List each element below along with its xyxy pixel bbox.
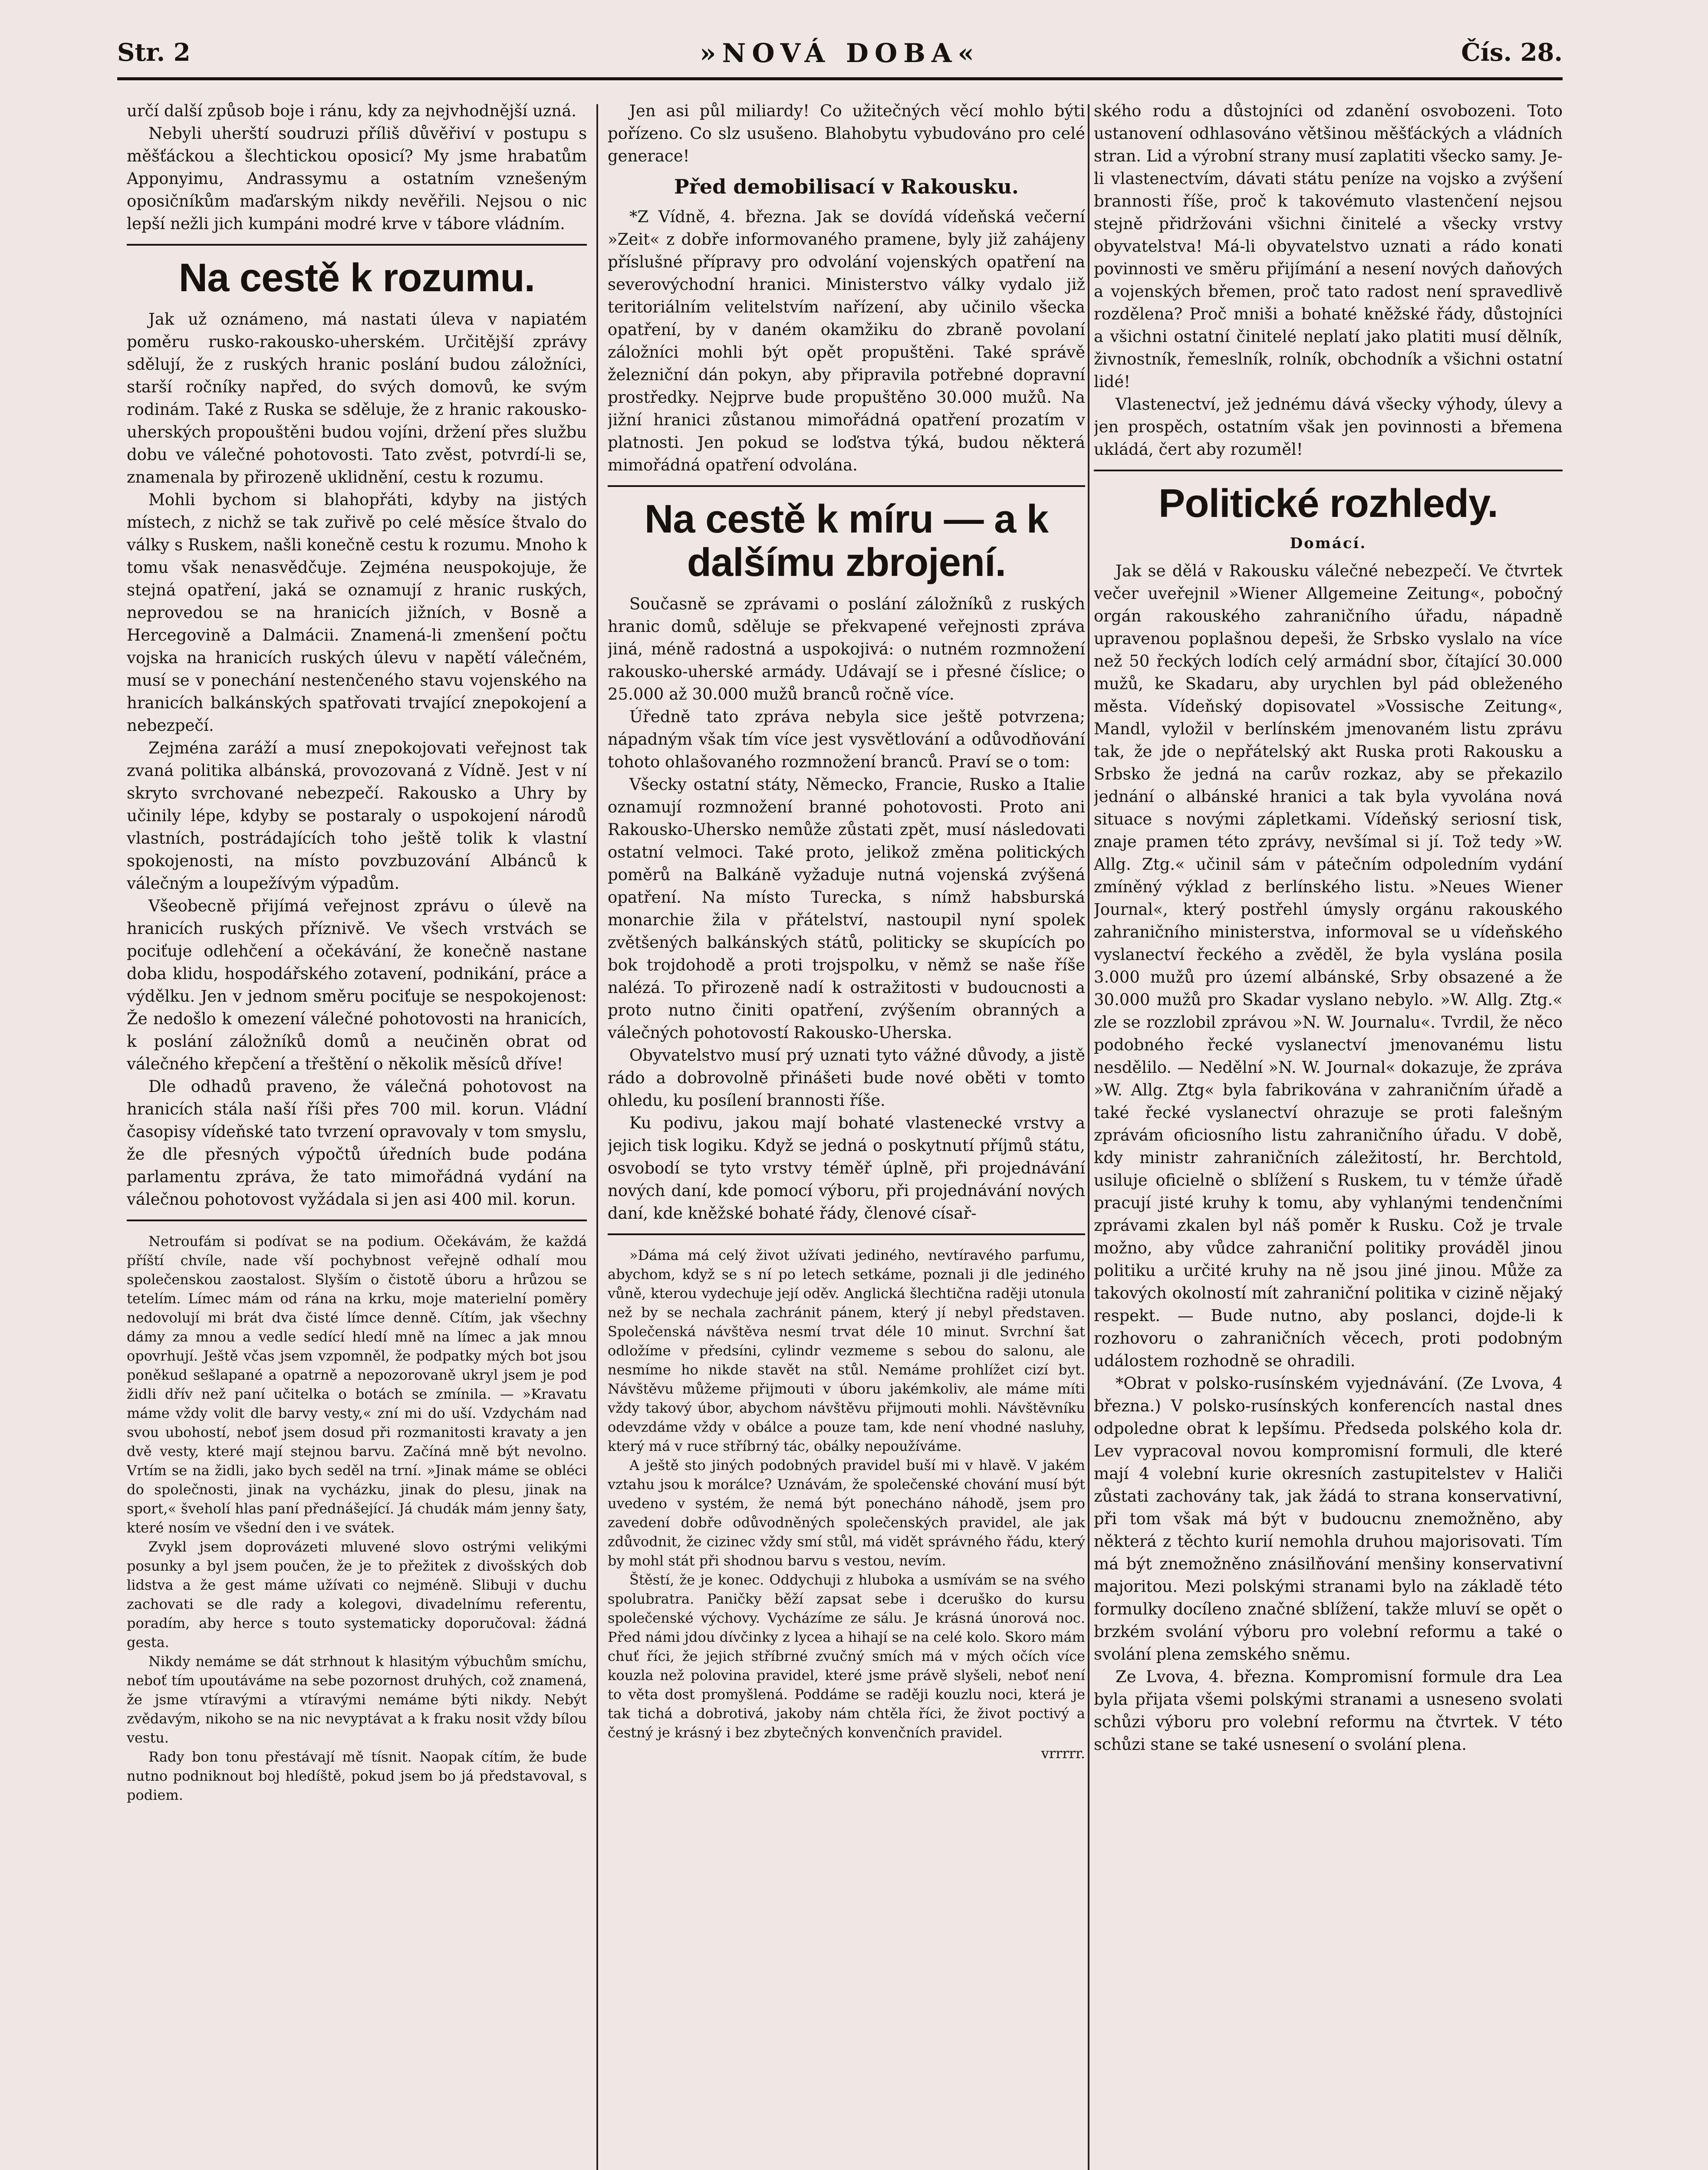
section-divider	[1094, 470, 1563, 471]
header-rule	[117, 77, 1563, 80]
article-paragraph: Úředně tato zpráva nebyla sice ještě potvrzena; nápadným však tím více jest vysvětlování a odůvodňování tohoto ohlašovaného rozmnožení branců. Praví se o tom:	[608, 707, 1085, 771]
section-subheading: Domácí.	[1290, 535, 1367, 552]
article-paragraph: *Z Vídně, 4. března. Jak se dovídá vídeňská večerní »Zeit« z dobře informovaného pramene, byly již zahájeny příslušné přípravy pro odvolání vojenských opatření na severovýchodní hranici. Ministerstvo války vydalo již teritoriálním velitelstvím nařízení, aby učinilo všecka opatření, by v daném okamžiku do zbraně povolaní záložníci mohli být opět propuštěni. Také správě železniční dán pokyn, aby připravila potřebné dopravní prostředky. Nejprve bude propuštěno 30.000 mužů. Na jižní hranici zůstanou mimořádná opatření prozatím v platnosti. Jen pokud se loďstva týká, budou některá mimořádná opatření odvolána.	[608, 207, 1085, 474]
feuilleton-paragraph: Nikdy nemáme se dát strhnout k hlasitým výbuchům smíchu, neboť tím upoutáváme na sebe pozornost druhých, což znamená, že jsme vtíravými a vtíravými nemáme býti nikdy. Nebýt zvědavým, nikoho se na nic nevyptávat a k fraku nosit vždy bílou vestu.	[127, 1653, 587, 1746]
feuilleton-paragraph: Zvykl jsem doprovázeti mluvené slovo ostrými velikými posunky a byl jsem poučen, že je to přežitek z divošských dob lidstva a že gest máme užívati co nejméně. Slibuji v duchu zachovati se dle rady a kolegovi, divadelnímu referentu, poradím, aby herce s touto systematicky doporučoval: žádná gesta.	[127, 1539, 587, 1651]
feuilleton-paragraph: Štěstí, že je konec. Oddychuji z hluboka a usmívám se na svého spolubratra. Paničky běží zapsat sebe i dceruško do kursu společenské výchovy. Vycházíme ze sálu. Je krásná únorová noc. Před námi jdou dívčinky z lycea a hihají se na celé kolo. Skoro mám chuť říci, že jejich stříbrné zvučný smích má v mých očích více kouzla než polovina pravidel, které jsme právě slyšeli, neboť není to věta dost promyšlená. Poddáme se raději kouzlu noci, která je tak tichá a dobrotivá, jakoby nám chtěla říci, že život poctivý a čestný je krásný i bez zbytečných konvenčních pravidel.	[608, 1572, 1085, 1741]
issue-number: Čís. 28.	[1461, 38, 1563, 67]
column-right	[1094, 100, 1563, 2170]
article-headline: Na cestě k míru — a k dalšímu zbrojení.	[644, 497, 1049, 585]
article-paragraph: Zejména zaráží a musí znepokojovati veřejnost tak zvaná politika albánská, provozovaná z Vídně. Jest v ní skryto svrchované nebezpečí. Rakousko a Uhry by učinily lépe, kdyby se postaraly o uspokojení národů vlastních, postrádajících toho ještě tolik k vlastní spokojenosti, na místo povzbuzování Albánců k válečným a loupežívým výpadům.	[127, 739, 587, 893]
feuilleton-paragraph: Netroufám si podívat se na podium. Očekávám, že každá příští chvíle, nade vší pochybnost veřejně odhalí mou společenskou zaostalost. Slyším o čistotě úboru a hrůzou se tetelím. Límec mám od rána na krku, moje materielní poměry nedovolují mi brát dva čisté límce denně. Cítím, jak všechny dámy za mnou a vedle sedící hledí mně na límec a jak mnou opovrhují. Ještě včas jsem vzpomněl, že podpatky mých bot jsou poněkud sešlapané a opatrně a nepozorovaně ukryl jsem je pod židli dřív než paní učitelka o botách se zmínila. — »Kravatu máme vždy volit dle barvy vesty,« zní mi do uší. Vzdychám nad svou ubohostí, neboť jsem dosud při rozmanitosti kravaty a jen dvě vesty, které mají stejnou barvu. Začíná mně být nevolno. Vrtím se na židli, jako bych seděl na trní. »Jinak máme se obléci do společnosti, jinak na vycházku, jinak do plesu, jinak na sport,« šveholí hlas paní přednášející. Já chudák mám jenny šaty, které nosím ve všední den i ve svátek.	[127, 1233, 587, 1536]
article-paragraph: Vlastenectví, jež jednému dává všecky výhody, úlevy a jen prospěch, ostatním však jen povinnosti a břemena ukládá, čert aby rozuměl!	[1094, 395, 1563, 459]
article-paragraph: Mohli bychom si blahopřáti, kdyby na jistých místech, z nichž se tak zuřivě po celé měsíce štvalo do války s Ruskem, našli konečně cestu k rozumu. Mnoho k tomu však nenasvědčuje. Zejména neuspokojuje, že stejná opatření, jaká se oznamují z hranic ruských, neprovedou se na hranicích jižních, v Bosně a Hercegovině a Dalmácii. Znamená-li zmenšení počtu vojska na hranicích ruských úlevu v napětí válečném, musí se v ponechání nestenčeného stavu vojenského na hranicích balkánských spatřovati trvající znepokojení a nebezpečí.	[127, 490, 587, 735]
feuilleton	[608, 1246, 1085, 1763]
feuilleton-paragraph: A ještě sto jiných podobných pravidel buší mi v hlavě. V jakém vztahu jsou k morálce? Uznávám, že společenské chování musí být uvedeno v systém, že nemá být ponecháno náhodě, jsem pro zavedení dobře odůvodněných společenských pravidel, ale jak zdůvodnit, že cizinec vždy smí stůl, má vidět správného řádu, který by mohl stát při shodnou barvu s vestou, nevím.	[608, 1457, 1085, 1569]
article-paragraph: Všeobecně přijímá veřejnost zprávu o úlevě na hranicích ruských příznivě. Ve všech vrstvách se pociťuje odlehčení a očekávání, že konečně nastane doba klidu, hospodářského zotavení, podnikání, práce a výdělku. Jen v jednom směru pociťuje se nespokojenost: Že nedošlo k omezení válečné pohotovosti na hranicích, k poslání záložníků domů a neučiněn obrat od válečného křepčení a třeštění o několik měsíců dříve!	[127, 897, 587, 1073]
article-paragraph: Ku podivu, jakou mají bohaté vlastenecké vrstvy a jejich tisk logiku. Když se jedná o poskytnutí příjmů státu, osvobodí se tyto vrstvy téměř úplně, při projednávání nových daní, kde pomocí výboru, při projednávání nových daní, kde kněžské bohaté řády, členové císař-	[608, 1114, 1085, 1223]
column-divider	[596, 104, 598, 2170]
page-number: Str. 2	[117, 38, 191, 67]
masthead-title: »NOVÁ DOBA«	[700, 38, 980, 69]
section-divider	[608, 485, 1085, 487]
article-headline: Na cestě k rozumu.	[178, 256, 535, 300]
section-divider	[127, 1220, 587, 1221]
article-continuation: určí další způsob boje i ránu, kdy za nejvhodnější uzná.	[127, 102, 577, 120]
feuilleton-paragraph: Rady bon tonu přestávají mě tísnit. Naopak cítím, že bude nutno podniknout boj hledíště, pokud jsem bo já představoval, s podiem.	[127, 1749, 587, 1803]
article-paragraph: Všecky ostatní státy, Německo, Francie, Rusko a Italie oznamují rozmnožení branné pohotovosti. Proto ani Rakousko-Uhersko nemůže zůstati zpět, musí následovati ostatní velmoci. Také proto, jelikož změna politických poměrů na Balkáně vyžaduje nutná vojenská zvýšená opatření. Na místo Turecka, s nímž habsburská monarchie žila v přátelství, nastoupil nyní spolek zvětšených balkánských států, politicky se skupících po bok trojdohodě a proti trojspolku, v němž se naše říše nalézá. To přirozeně nadí k ostražitosti v budoucnosti a proto nutno činiti opatření, zvýšením obranných a válečných pohotovostí Rakousko-Uherska.	[608, 775, 1085, 1042]
article-paragraph: Jak se dělá v Rakousku válečné nebezpečí. Ve čtvrtek večer uveřejnil »Wiener Allgemeine Zeitung«, pobočný orgán rakouského zahraničního úřadu, nápadně upravenou poplašnou depeši, že Srbsko vyslalo na více než 50 řeckých lodích celý armádní sbor, čítající 30.000 mužů, ke Skadaru, aby urychlen byl pád obleženého města. Vídeňský dopisovatel »Vossische Zeitung«, Mandl, vyložil v berlínském jmenovaném listu zprávu tak, že jde o nepřátelský akt Ruska proti Rakousku a Srbsko že jedná na carův rozkaz, aby se překazilo jednání o albánské hranici a tak byla vyvolána nová situace s novými zápletkami. Vídeňský seriosní tisk, znaje pramen této zprávy, nevšímal si jí. Tož tedy »W. Allg. Ztg.« učinil sám v pátečním odpoledním vydání zmíněný výklad z berlínského listu. »Neues Wiener Journal«, který postřehl úmysly orgánu rakouského zahraničního ministerstva, informoval se u vídeňského vyslanectví řeckého a zvěděl, že byla vyslána posila 3.000 mužů pro území albánské, Srby obsazené a že 30.000 mužů pro Skadar vyslano nebylo. »W. Allg. Ztg.« zle se rozzlobil zprávou »N. W. Journalu«. Tvrdil, že něco podobného řecké vyslanectví jmenovanému listu nesdělilo. — Nedělní »N. W. Journal« dokazuje, že zpráva »W. Allg. Ztg« byla fabrikována v zahraničním úřadě a také řecké vyslanectví ohrazuje se proti falešným zprávám oficiosního listu zahraničního úřadu. V době, kdy ministr zahraničních záležitostí, hr. Berchtold, usiluje oficielně o sblížení s Ruskem, tu v témže úřadě pracují jisté kruhy k tomu, aby vyhlanými tendenčními zprávami zkalen byl náš poměr k Rusku. Což je trvale možno, aby vůdce zahraniční politiky prováděl jinou politiku a určité kruhy na ně jsou jiné jinou. Může za takových okolností mít zahraniční politika v cizině nějaký respekt. — Bude nutno, aby poslanci, dojde-li k rozhovoru o zahraničních věcech, proti podobným událostem rozhodně se ohradili.	[1094, 562, 1563, 1370]
article-paragraph: Ze Lvova, 4. března. Kompromisní formule dra Lea byla přijata všemi polskými stranami a usneseno svolati schůzi výboru pro volební reformu na čtvrtek. V této schůzi stane se také usnesení o svolání plena.	[1094, 1667, 1563, 1754]
section-divider	[127, 244, 587, 246]
feuilleton-paragraph: »Dáma má celý život užívati jediného, nevtíravého parfumu, abychom, když se s ní po letech setkáme, poznali ji dle jediného vůně, kterou vydechuje její oděv. Anglická šlechtična raději utonula než by se nechala zachránit pánem, který jí nebyl představen. Společenská návštěva nesmí trvat déle 10 minut. Svrchní šat odložíme v předsíni, cylindr vezmeme s sebou do salonu, ale nesmíme ho nikde stavět na stůl. Nemáme prohlížet cizí byt. Návštěvu můžeme přijmouti v úboru jakémkoliv, ale máme míti vždy takový úbor, abychom návštěvu přijmouti mohli. Návštěvníku odevzdáme vždy v obálce a pouze tam, kde není vhodné nasluhy, který má v ruce stříbrný tác, obálky nepoužíváme.	[608, 1247, 1085, 1454]
column-middle	[608, 100, 1085, 2170]
article-paragraph: *Obrat v polsko-rusínském vyjednávání. (Ze Lvova, 4 března.) V polsko-rusínských konferencích nastal dnes odpoledne obrat k lepšímu. Předseda polského kola dr. Lev vypracoval novou kompromisní formuli, dle které mají 4 volební kurie okresních zastupitelstev v Haliči zůstati zachovány tak, jak žádá to strana konservativní, při tom však má být v budoucnu znemožněno, aby některá z těchto kurií nemohla druhou majorisovati. Tím má být znemožněno znásilňování menšiny konservativní majoritou. Mezi polskými stranami bylo na základě této formulky docíleno značné sblížení, takže mluví se opět o brzkém svolání výboru pro volební reformu a také o svolání plena zemského sněmu.	[1094, 1374, 1563, 1664]
feuilleton	[127, 1232, 587, 1805]
article-paragraph: Obyvatelstvo musí prý uznati tyto vážné důvody, a jistě rádo a dobrovolně přinášeti bude nové oběti v tomto ohledu, ku posílení brannosti říše.	[608, 1046, 1085, 1110]
article-paragraph: Jak už oznámeno, má nastati úleva v napiatém poměru rusko-rakousko-uherském. Určitější zprávy sdělují, že z ruských hranic poslání budou záložníci, starší ročníky napřed, do svých domovů, ke svým rodinám. Také z Ruska se sděluje, že z hranic rakousko-uherských propouštěni budou vojíni, držení přes službu dobu ve válečné pohotovosti. Tato zvěst, potvrdí-li se, znamenala by přirozeně uklidnění, cestu k rozumu.	[127, 310, 587, 487]
column-divider	[1088, 104, 1089, 2170]
article-paragraph: Dle odhadů praveno, že válečná pohotovost na hranicích stála naší říši přes 700 mil. korun. Vládní časopisy vídeňské tato tvrzení opravovaly v tom smyslu, že dle přesných výpočtů úředních bude podána parlamentu zpráva, že tato mimořádná vydání na válečnou pohotovost vyžádala si jen asi 400 mil. korun.	[127, 1077, 587, 1209]
section-headline: Politické rozhledy.	[1158, 481, 1498, 526]
page-header	[117, 38, 1563, 77]
feuilleton-signature: vrrrrr.	[1041, 1745, 1085, 1762]
article-continuation: Jen asi půl miliardy! Co užitečných věcí mohlo býti pořízeno. Co slz usušeno. Blahobytu vybudováno pro celé generace!	[608, 102, 1085, 165]
article-paragraph: Nebyli uherští soudruzi příliš důvěřiví v postupu s měšťáckou a šlechtickou oposicí? My jsme hrabatům Apponyimu, Andrassymu a ostatním vznešeným oposičníkům maďarským nikdy nevěřili. Nejsou o nic lepší nežli jich kumpáni modré krve v tábore vládním.	[127, 124, 587, 233]
article-continuation: ského rodu a důstojníci od zdanění osvobozeni. Toto ustanovení odhlasováno většinou měšťáckých a vládních stran. Lid a výrobní strany musí zaplatiti všecko samy. Je-li vlastenectvím, dávati státu peníze na vojsko a zvýšení brannosti říše, proč k takovémuto vlastenčení nejsou stejně přidržováni všichni činitelé a všecky vrstvy obyvatelstva! Má-li obyvatelstvo uznati a rádo konati povinnosti ve směru přijímání a nesení nových daňových a vojenských břemen, proč tato radost není spravedlivě rozdělena? Proč mniši a bohaté kněžské řády, důstojníci a všichni ostatní činitelé neplatí jako platiti musí dělník, živnostník, řemeslník, rolník, obchodník a všichni ostatní lidé!	[1094, 102, 1563, 391]
news-subheading: Před demobilisací v Rakousku.	[674, 175, 1019, 198]
column-left	[127, 100, 587, 2170]
article-paragraph: Současně se zprávami o poslání záložníků z ruských hranic domů, sděluje se překvapené veřejnosti zpráva jiná, méně radostná a uspokojivá: o nutném rozmnožení rakousko-uherské armády. Udávají se i přesné číslice; o 25.000 až 30.000 mužů branců ročně více.	[608, 595, 1085, 704]
section-divider	[608, 1233, 1085, 1235]
